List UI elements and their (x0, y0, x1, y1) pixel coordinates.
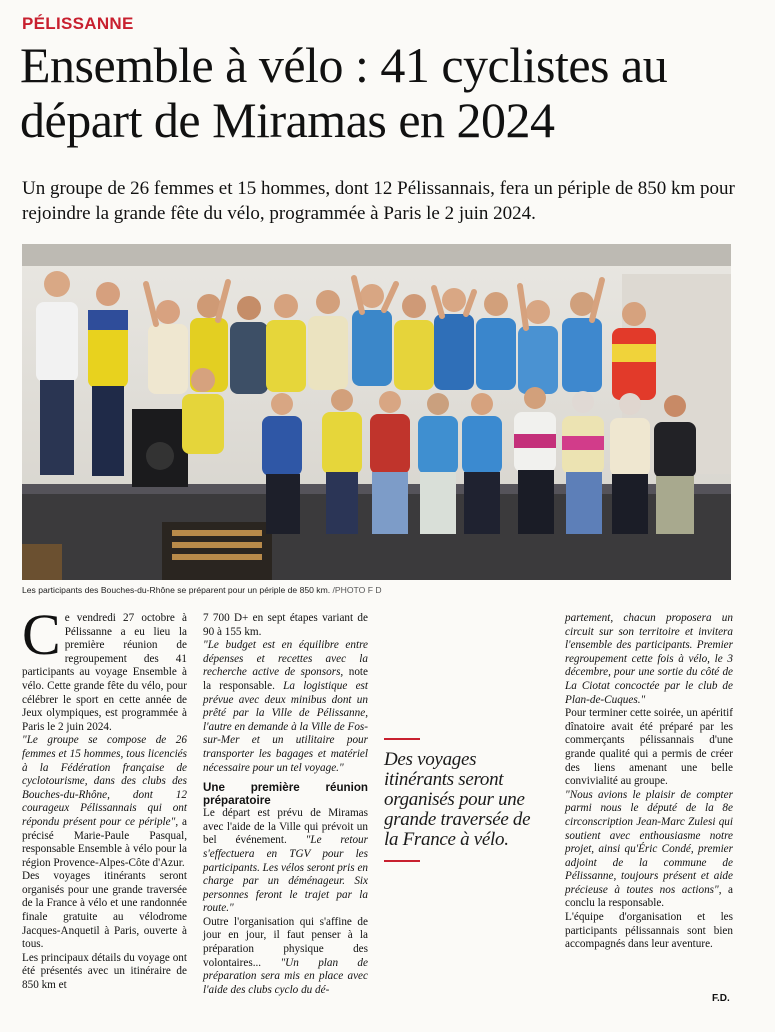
col4-paragraph-2: , a conclu la responsable. (565, 883, 733, 910)
col1-paragraph-3: Des voyages itinérants seront organisés pour une grande traversée de la France à vélo et une randonnée finale gratuite au vélodrome Jacques-Anquetil à Paris, ouverte à tous. (22, 870, 187, 951)
col4-quote-1: partement, chacun proposera un circuit sur son territoire et invitera l'ensemble des participants. Premier regroupement cette fois à vélo, le 3 décembre, pour une sortie du côté de La Ciotat concoctée par le club de Plan-de-Cuques." (565, 612, 733, 706)
article-column-1 (22, 602, 187, 993)
pull-quote-rule-top (384, 738, 420, 740)
col2-paragraph-1: 7 700 D+ en sept étapes variant de 90 à 155 km. (203, 612, 368, 638)
col1-paragraph-2: , a précisé Marie-Paule Pasqual, responsable Ensemble à vélo pour la région Provence-Alpes-Côte d'Azur. (22, 815, 187, 869)
article-lede: Un groupe de 26 femmes et 15 hommes, dont 12 Pélissannais, fera un périple de 850 km pour rejoindre la grande fête du vélo, programmée à Paris le 2 juin 2024. (22, 178, 735, 224)
col2-quote-3: "Le retour s'effectuera en TGV pour les participants. Les vélos seront pris en charge par un déménageur. Six personnes feront le trajet par la route." (203, 834, 368, 915)
author-signature: F.D. (712, 993, 730, 1004)
photo-caption-text: Les participants des Bouches-du-Rhône se préparent pour un périple de 850 km. (22, 585, 331, 595)
col2-quote-4: "Un plan de préparation sera mis en place avec l'aide des clubs cyclo du dé- (203, 956, 368, 996)
article-headline: Ensemble à vélo : 41 cyclistes au départ de Miramas en 2024 (20, 37, 668, 148)
col4-quote-2: "Nous avions le plaisir de compter parmi nous le député de la 8e circonscription Jean-Marc Zulesi qui soutient avec enthousiasme notre projet, ainsi qu'Éric Condé, premier adjoint de la commune de Pélissanne, toujours présent et aide précieuse à toutes nos actions" (565, 788, 733, 896)
section-kicker: PÉLISSANNE (22, 14, 134, 33)
article-column-4 (565, 612, 733, 952)
group-photo-illustration (22, 244, 731, 580)
article-photo (22, 244, 731, 580)
col2-paragraph-3: Le départ est prévu de Miramas avec l'aide de la Ville qui prévoit un bel événement. (203, 807, 368, 847)
col4-paragraph-3: L'équipe d'organisation et les participants pélissannais sont bien accompagnés dans leur aventure. (565, 911, 733, 951)
col2-paragraph-4: Outre l'organisation qui s'affine de jour en jour, il faut penser à la préparation physique des volontaires... (203, 915, 368, 969)
col2-quote-2: La logistique est prévue avec deux minibus dont un prêté par la Ville de Pélissanne, l'autre en demande à la Ville de Fos-sur-Mer et un utilitaire pour transporter les bagages et matériel nécessaire pour un tel voyage." (203, 679, 368, 774)
col4-paragraph-1: Pour terminer cette soirée, un apéritif dînatoire avait été préparé par les commerçants pélissannais d'une grande qualité qui a permis de créer des liens amenant une belle convivialité au groupe. (565, 707, 733, 788)
col1-paragraph-1: e vendredi 27 octobre à Pélissanne a eu lieu la première réunion de regroupement des 41 participants au voyage Ensemble à vélo. Cette grande fête du vélo, pour célébrer le sport en cette année de Jeux olympiques, est programmée à Paris le 2 juin 2024. (22, 612, 187, 733)
col1-paragraph-4: Les principaux détails du voyage ont été présentés avec un itinéraire de 850 km et (22, 951, 187, 992)
col2-paragraph-2: note la responsable. (203, 666, 368, 692)
col2-quote-1: "Le budget est en équilibre entre dépenses et recettes avec la recherche active de sponsors, (203, 639, 368, 679)
article-column-2 (203, 612, 368, 997)
pull-quote (384, 738, 548, 862)
col1-quote-1: "Le groupe se compose de 26 femmes et 15 hommes, tous licenciés à la Fédération française de cyclotourisme, dans des clubs des Bouches-du-Rhône, dont 12 courageux Pélissannais qui ont répondu présent pour ce périple" (22, 734, 187, 828)
pull-quote-rule-bottom (384, 860, 420, 862)
pull-quote-text: Des voyages itinérants seront organisés pour une grande traversée de la France à vélo. (384, 749, 531, 850)
dropcap: C (22, 602, 61, 667)
photo-credit: /PHOTO F D (332, 585, 382, 595)
subheading: Une première réunion préparatoire (203, 781, 368, 808)
photo-caption (22, 585, 731, 595)
